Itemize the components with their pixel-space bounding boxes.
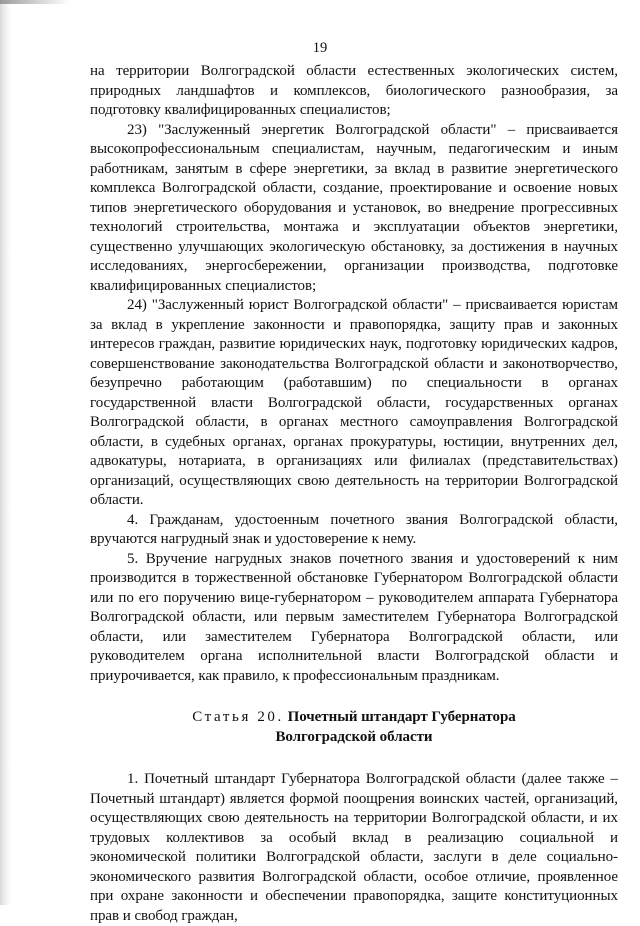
paragraph: на территории Волгоградской области естественных экологических систем, природных ландшафтов и комплексов, биологического разнообразия, за подготовку квалифицированных специалистов; xyxy=(90,63,618,118)
article-title-line2: Волгоградской области xyxy=(275,728,433,745)
page-number: 19 xyxy=(312,40,328,56)
paragraph-point-5: 5. Вручение нагрудных знаков почетного звания и удостоверений к ним производится в торжественной обстановке Губернатором Волгоградской области или по его поручению вице-губернатором – руководителем аппарата Губернатора Волгоградской области, или первым заместителем Губернатора Волгоградской области, или заместителем Губернатора Волгоградской области, или руководителем органа исполнительной власти Волгоградской области и приурочивается, как правило, к профессиональным праздникам. xyxy=(90,550,618,684)
document-body xyxy=(90,62,618,926)
paragraph-point-4: 4. Гражданам, удостоенным почетного звания Волгоградской области, вручаются нагрудный знак и удостоверение к нему. xyxy=(90,511,618,547)
paragraph-item-23: 23) "Заслуженный энергетик Волгоградской области" – присваивается высокопрофессиональным специалистам, научным, педагогическим и иным работникам, занятым в сфере энергетики, за вклад в развитие энергетического комплекса Волгоградской области, создание, проектирование и освоение новых типов энергетического оборудования и установок, во внедрение прогрессивных технологий строительства, монтажа и эксплуатации объектов энергетики, существенно улучшающих экологическую обстановку, за достижения в научных исследованиях, энергосбережении, организации производства, подготовке квалифицированных специалистов; xyxy=(90,121,618,294)
article-label: Статья 20. xyxy=(192,709,284,725)
paragraph-article-20-point-1: 1. Почетный штандарт Губернатора Волгоградской области (далее также – Почетный штандарт) является формой поощрения воинских частей, организаций, осуществляющих свою деятельность на территории Волгоградской области, и их трудовых коллективов за особый вклад в реализацию социальной и экономической политики Волгоградской области, заслуги в деле социально-экономического развития Волгоградской области, особое отличие, проявленное при охране законности и обеспечении правопорядка, защите конституционных прав и свобод граждан, xyxy=(90,771,618,924)
scan-left-edge xyxy=(0,0,12,905)
article-title-line1: Почетный штандарт Губернатора xyxy=(287,709,516,725)
scan-top-mark xyxy=(0,0,70,4)
paragraph-item-24: 24) "Заслуженный юрист Волгоградской области" – присваивается юристам за вклад в укрепление законности и правопорядка, защиту прав и законных интересов граждан, развитие юридических наук, подготовку юридических кадров, совершенствование законодательства Волгоградской области и законотворчество, безупречно работающим (работавшим) по специальности в органах государственной власти Волгоградской области, государственных органах Волгоградской области, в органах местного самоуправления Волгоградской области, в судебных органах, органах прокуратуры, юстиции, внутренних дел, адвокатуры, нотариата, в организациях или филиалах (представительствах) организаций, осуществляющих свою деятельность на территории Волгоградской области. xyxy=(90,297,618,508)
article-heading xyxy=(90,708,618,747)
